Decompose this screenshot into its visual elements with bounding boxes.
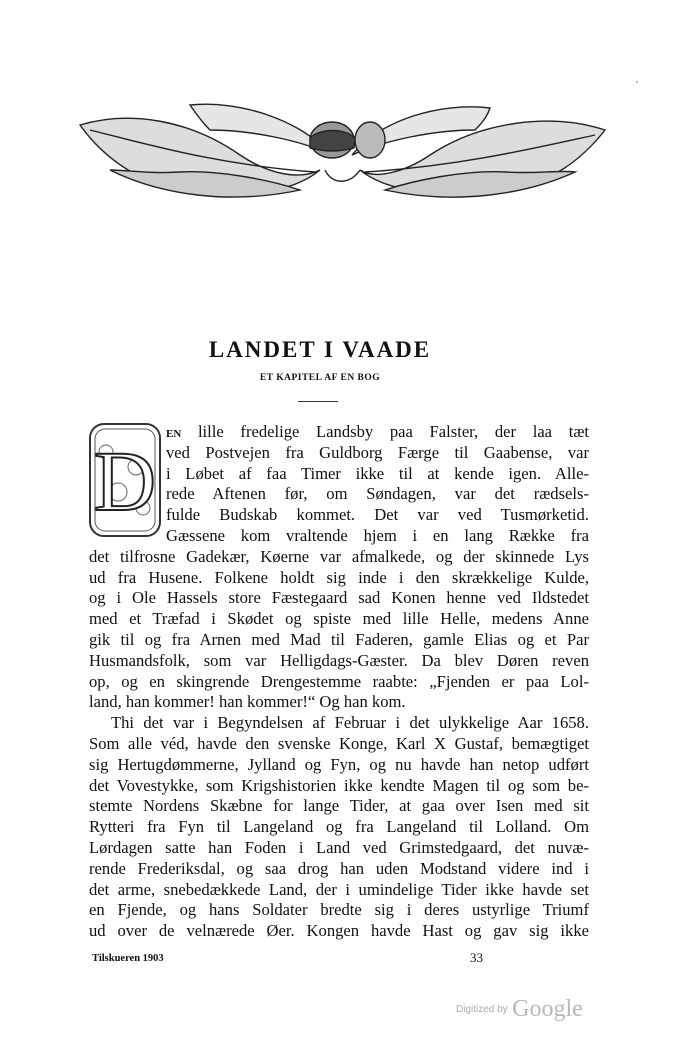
text-line: rende Frederiksdal, og saa drog han uden Modstand videre ind i	[89, 858, 589, 878]
stray-mark: '	[636, 80, 638, 91]
text-line: sig Hertugdømmerne, Jylland og Fyn, og nu havde han netop udført	[89, 754, 589, 774]
text-line-rest: lille fredelige Landsby paa Falster, der laa tæt	[181, 422, 589, 441]
watermark-prefix: Digitized by	[456, 1004, 508, 1015]
article-title: LANDET I VAADE	[208, 337, 432, 362]
article-subtitle: ET KAPITEL AF EN BOG	[259, 373, 381, 383]
text-line: det arme, snebedækkede Land, der i umindelige Tider ikke havde set	[89, 879, 589, 899]
text-line: det tilfrosne Gadekær, Køerne var afmalkede, og der skinnede Lys	[89, 546, 589, 566]
article-body	[89, 422, 589, 942]
text-line: ud fra Husene. Folkene holdt sig inde i den skrækkelige Kulde,	[89, 567, 589, 587]
text-line: Husmandsfolk, som var Helligdags-Gæster. Da blev Døren reven	[89, 650, 589, 670]
text-line: fulde Budskab kommet. Det var ved Tusmørketid.	[166, 505, 589, 525]
title-divider	[298, 401, 338, 402]
text-line: i Løbet af faa Timer ikke til at kende igen. Alle-	[166, 463, 589, 483]
text-line: rede Aftenen før, om Søndagen, var det rædsels-	[166, 484, 589, 504]
dropcap-letter: D	[93, 433, 157, 529]
text-line: med et Træfad i Skødet og spiste med lille Helle, medens Anne	[89, 609, 589, 629]
text-line: det Vovestykke, som Krigshistorien ikke kendte Magen til og som be-	[89, 775, 589, 795]
text-line: en Fjende, og hans Soldater bredte sig i deres ustyrlige Triumf	[89, 900, 589, 920]
text-line: ud over de velnærede Øer. Kongen havde Hast og gav sig ikke	[89, 921, 589, 941]
text-line: Som alle véd, havde den svenske Konge, Karl X Gustaf, bemægtiget	[89, 733, 589, 753]
page-number: 33	[470, 950, 483, 965]
text-line: Thi det var i Begyndelsen af Februar i det ulykkelige Aar 1658.	[111, 713, 589, 733]
google-watermark	[456, 996, 583, 1023]
oak-leaf-ornament	[70, 100, 615, 205]
text-line: Gæssene kom vraltende hjem i en lang Række fra	[166, 525, 589, 545]
text-line	[166, 422, 589, 443]
journal-footer: Tilskueren 1903	[92, 953, 164, 964]
google-logo: Google	[512, 996, 583, 1022]
text-line: stemte Nordens Skæbne for lange Tider, at gaa over Isen med sit	[89, 796, 589, 816]
text-line: gik til og fra Arnen med Mad til Faderen, gamle Elias og et Par	[89, 629, 589, 649]
text-line: ved Postvejen fra Guldborg Færge til Gaabense, var	[166, 442, 589, 462]
text-line: Lørdagen satte han Foden i Land ved Grimstedgaard, det nuvæ-	[89, 837, 589, 857]
text-line: og i Ole Hassels store Fæstegaard sad Konen henne ved Ildstedet	[89, 588, 589, 608]
text-line: Rytteri fra Fyn til Langeland og fra Langeland til Lolland. Om	[89, 817, 589, 837]
dropcap-continuation: EN	[166, 428, 182, 440]
text-line: op, og en skingrende Drengestemme raabte: „Fjenden er paa Lol-	[89, 671, 589, 691]
text-line: land, han kommer! han kommer!“ Og han kom.	[89, 692, 406, 712]
